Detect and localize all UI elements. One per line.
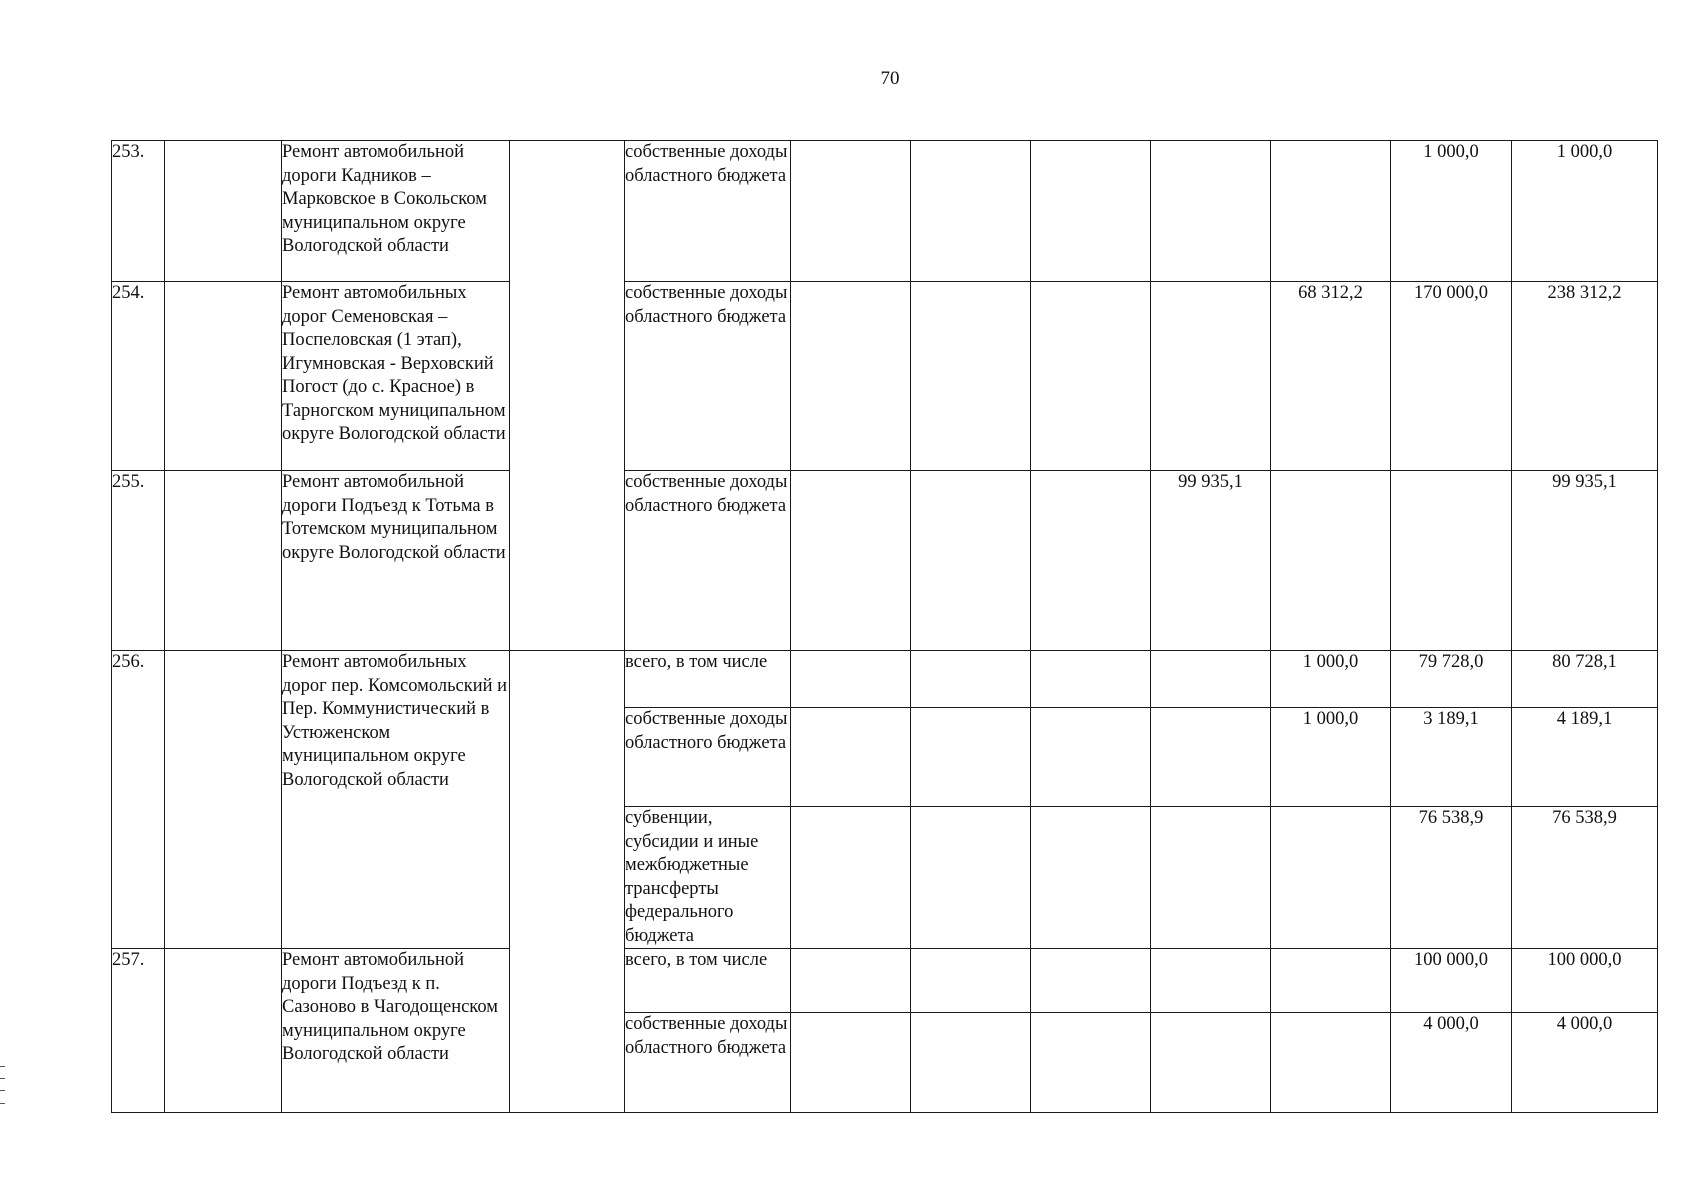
value-cell: 100 000,0 <box>1391 949 1512 1013</box>
total-cell: 4 000,0 <box>1512 1013 1658 1113</box>
value-cell <box>911 471 1031 651</box>
value-cell <box>1031 651 1151 708</box>
value-cell <box>911 282 1031 471</box>
value-cell: 4 000,0 <box>1391 1013 1512 1113</box>
total-cell: 76 538,9 <box>1512 807 1658 949</box>
value-cell <box>911 651 1031 708</box>
value-cell <box>1031 708 1151 807</box>
value-cell: 1 000,0 <box>1271 708 1391 807</box>
empty-cell <box>510 651 625 1113</box>
empty-cell <box>165 282 282 471</box>
funding-source: собственные доходы областного бюджета <box>625 1013 791 1113</box>
row-number: 257. <box>112 949 165 1113</box>
total-cell: 80 728,1 <box>1512 651 1658 708</box>
total-cell: 100 000,0 <box>1512 949 1658 1013</box>
value-cell <box>911 1013 1031 1113</box>
value-cell <box>1031 282 1151 471</box>
row-number: 253. <box>112 141 165 282</box>
value-cell <box>1151 282 1271 471</box>
table-row <box>112 651 1658 708</box>
empty-cell <box>165 471 282 651</box>
object-name: Ремонт автомобильной дороги Подъезд к п. Сазоново в Чагодощенском муниципальном округе Вологодской области <box>282 949 510 1113</box>
value-cell <box>1151 1013 1271 1113</box>
value-cell <box>791 708 911 807</box>
object-name: Ремонт автомобильных дорог пер. Комсомольский и Пер. Коммунистический в Устюженском муниципальном округе Вологодской области <box>282 651 510 949</box>
funding-source: собственные доходы областного бюджета <box>625 282 791 471</box>
scan-margin-marks <box>0 1066 5 1104</box>
empty-cell <box>510 141 625 651</box>
row-number: 256. <box>112 651 165 949</box>
funding-source: всего, в том числе <box>625 949 791 1013</box>
value-cell <box>791 651 911 708</box>
value-cell: 170 000,0 <box>1391 282 1512 471</box>
value-cell <box>791 807 911 949</box>
funding-source: собственные доходы областного бюджета <box>625 471 791 651</box>
value-cell <box>1271 141 1391 282</box>
funding-source: всего, в том числе <box>625 651 791 708</box>
value-cell <box>1151 949 1271 1013</box>
value-cell <box>791 282 911 471</box>
value-cell <box>791 471 911 651</box>
value-cell <box>791 141 911 282</box>
budget-table <box>111 140 1658 1113</box>
value-cell <box>1151 141 1271 282</box>
empty-cell <box>165 141 282 282</box>
total-cell: 1 000,0 <box>1512 141 1658 282</box>
table-row <box>112 949 1658 1013</box>
value-cell <box>1151 807 1271 949</box>
value-cell: 1 000,0 <box>1391 141 1512 282</box>
value-cell <box>1391 471 1512 651</box>
empty-cell <box>165 949 282 1113</box>
value-cell: 76 538,9 <box>1391 807 1512 949</box>
funding-source: субвенции, субсидии и иные межбюджетные трансферты федерального бюджета <box>625 807 791 949</box>
value-cell <box>1031 471 1151 651</box>
value-cell <box>1271 807 1391 949</box>
value-cell: 99 935,1 <box>1151 471 1271 651</box>
total-cell: 238 312,2 <box>1512 282 1658 471</box>
table-row <box>112 282 1658 471</box>
funding-source: собственные доходы областного бюджета <box>625 708 791 807</box>
table-row <box>112 141 1658 282</box>
value-cell <box>911 807 1031 949</box>
page-number: 70 <box>880 68 900 89</box>
value-cell <box>1271 949 1391 1013</box>
value-cell: 1 000,0 <box>1271 651 1391 708</box>
value-cell <box>1151 708 1271 807</box>
row-number: 254. <box>112 282 165 471</box>
total-cell: 4 189,1 <box>1512 708 1658 807</box>
total-cell: 99 935,1 <box>1512 471 1658 651</box>
value-cell <box>1271 471 1391 651</box>
value-cell <box>911 708 1031 807</box>
object-name: Ремонт автомобильных дорог Семеновская – Поспеловская (1 этап), Игумновская - Верховский Погост (до с. Красное) в Тарногском муниципальном округе Вологодской области <box>282 282 510 471</box>
funding-source: собственные доходы областного бюджета <box>625 141 791 282</box>
object-name: Ремонт автомобильной дороги Подъезд к Тотьма в Тотемском муниципальном округе Вологодской области <box>282 471 510 651</box>
value-cell <box>791 1013 911 1113</box>
object-name: Ремонт автомобильной дороги Кадников – Марковское в Сокольском муниципальном округе Вологодской области <box>282 141 510 282</box>
value-cell <box>791 949 911 1013</box>
value-cell <box>911 949 1031 1013</box>
row-number: 255. <box>112 471 165 651</box>
value-cell <box>911 141 1031 282</box>
value-cell: 79 728,0 <box>1391 651 1512 708</box>
value-cell <box>1031 141 1151 282</box>
value-cell <box>1031 949 1151 1013</box>
value-cell: 68 312,2 <box>1271 282 1391 471</box>
value-cell: 3 189,1 <box>1391 708 1512 807</box>
empty-cell <box>165 651 282 949</box>
value-cell <box>1151 651 1271 708</box>
value-cell <box>1031 1013 1151 1113</box>
value-cell <box>1271 1013 1391 1113</box>
value-cell <box>1031 807 1151 949</box>
table-row <box>112 471 1658 651</box>
